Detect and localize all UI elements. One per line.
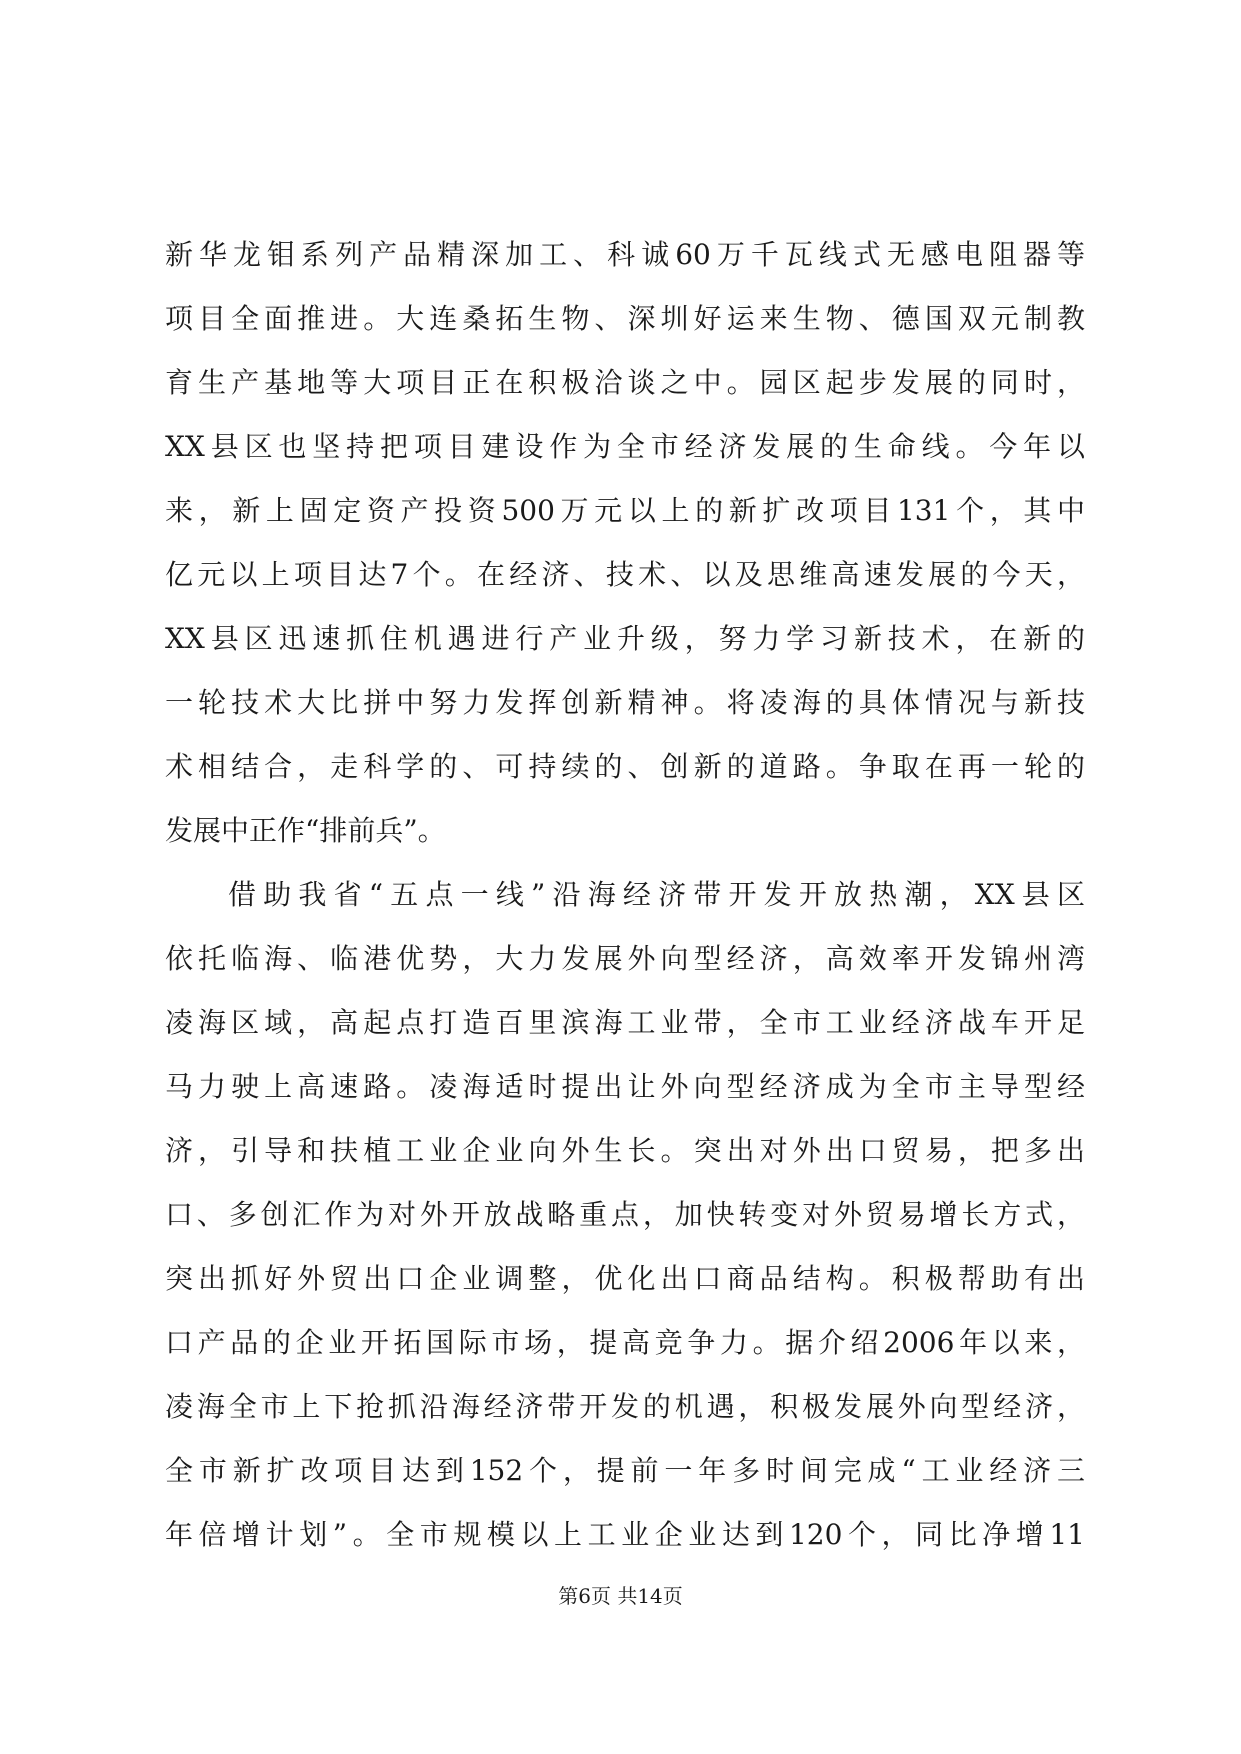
text-line: XX县区迅速抓住机遇进行产业升级，努力学习新技术，在新的: [165, 622, 1085, 655]
text-line: 来，新上固定资产投资500万元以上的新扩改项目131个，其中: [165, 494, 1085, 527]
text-line: 项目全面推进。大连桑拓生物、深圳好运来生物、德国双元制教: [165, 302, 1085, 335]
text-line: 育生产基地等大项目正在积极洽谈之中。园区起步发展的同时，: [165, 366, 1085, 399]
text-line: 借助我省“五点一线”沿海经济带开发开放热潮，XX县区: [228, 878, 1085, 911]
text-line: 术相结合，走科学的、可持续的、创新的道路。争取在再一轮的: [165, 750, 1085, 783]
text-line: 马力驶上高速路。凌海适时提出让外向型经济成为全市主导型经: [165, 1070, 1085, 1103]
text-line: 一轮技术大比拼中努力发挥创新精神。将凌海的具体情况与新技: [165, 686, 1085, 719]
text-line: 发展中正作“排前兵”。: [165, 814, 446, 847]
text-line: 凌海全市上下抢抓沿海经济带开发的机遇，积极发展外向型经济，: [165, 1390, 1085, 1423]
text-line: XX县区也坚持把项目建设作为全市经济发展的生命线。今年以: [165, 430, 1085, 463]
text-line: 口、多创汇作为对外开放战略重点，加快转变对外贸易增长方式，: [165, 1198, 1085, 1231]
text-line: 突出抓好外贸出口企业调整，优化出口商品结构。积极帮助有出: [165, 1262, 1085, 1295]
text-line: 新华龙钼系列产品精深加工、科诚60万千瓦线式无感电阻器等: [165, 238, 1085, 271]
text-line: 济，引导和扶植工业企业向外生长。突出对外出口贸易，把多出: [165, 1134, 1085, 1167]
text-line: 亿元以上项目达7个。在经济、技术、以及思维高速发展的今天，: [165, 558, 1085, 591]
text-line: 依托临海、临港优势，大力发展外向型经济，高效率开发锦州湾: [165, 942, 1085, 975]
text-line: 凌海区域，高起点打造百里滨海工业带，全市工业经济战车开足: [165, 1006, 1085, 1039]
text-line: 年倍增计划”。全市规模以上工业企业达到120个，同比净增11: [165, 1518, 1085, 1551]
text-line: 口产品的企业开拓国际市场，提高竞争力。据介绍2006年以来，: [165, 1326, 1085, 1359]
paragraph-2: [165, 863, 1085, 1567]
document-body: [165, 223, 1085, 1567]
page-number-footer: 第6页 共14页: [558, 1584, 683, 1608]
paragraph-1: [165, 223, 1085, 863]
text-line: 全市新扩改项目达到152个，提前一年多时间完成“工业经济三: [165, 1454, 1085, 1487]
